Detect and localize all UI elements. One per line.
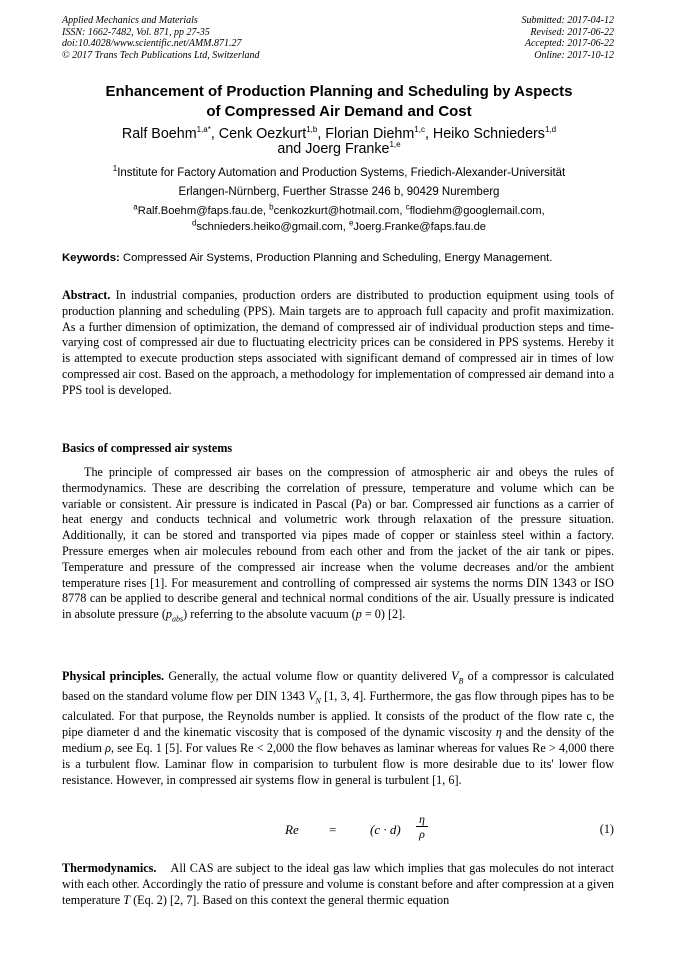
rho-symbol: ρ [105, 741, 112, 756]
physical-text: Generally, the actual volume flow or quantity delivered [168, 669, 452, 683]
vb-subscript: B [458, 676, 464, 686]
author-affil-mark: 1,c [414, 125, 425, 135]
author-name: Florian Diehm [325, 126, 415, 142]
abstract [62, 288, 614, 399]
keywords [62, 251, 618, 265]
basics-text-mid: ) referring to the absolute vacuum ( [183, 607, 356, 622]
p-equals-zero: = 0 [361, 607, 381, 622]
equation-1 [62, 812, 614, 848]
physical-text: and the density of the medium [62, 725, 615, 756]
email-address[interactable]: Ralf.Boehm@faps.fau.de, [137, 205, 267, 217]
title-line-1: Enhancement of Production Planning and Scheduling by Aspects [105, 83, 573, 100]
affiliation-line-1: Institute for Factory Automation and Production Systems, Friedich-Alexander-Universität [117, 167, 566, 179]
author-list: Ralf Boehm$^{1,a*}$, Cenk Oezkurt$^{1,b}$, Florian Diehm$^{1,c}$, Heiko Schnieders$^{1,d}$ and Joerg Franke$^{1,e}$ [121, 125, 557, 157]
physical-text: [1, 3, 4]. Furthermore, the gas flow through pipes has to be calculated. For that purpose, the Reynolds number is applied. It consists of the product of the flow rate c, the pipe diameter d and the kinematic viscosity that is composed of the dynamic viscosity [62, 689, 615, 740]
section-heading: Basics of compressed air systems [62, 441, 233, 455]
email-mark: a [133, 202, 138, 212]
fraction-numerator: η [419, 812, 425, 826]
p-abs-symbol: p [165, 607, 172, 622]
abstract-text: In industrial companies, production orders are distributed to production equipment using tools of production planning and scheduling (PPS). Main targets are to approach full capacity and profit maximization. As a further dimension of optimization, the demand of compressed air of individual production steps and time-varying cost of compressed air due to fluctuating electricity prices can be considered in PPS systems. Hereby it is attempted to execute production steps associated with significant demand of compressed air in times of low compressed air cost. Based on the approach, a methodology for implementation of compressed air demand into a PPS tool is developed. [62, 288, 614, 397]
author-emails [60, 204, 618, 235]
vn-symbol: V [308, 689, 316, 704]
submitted-date: Submitted: 2017-04-12 [521, 15, 614, 26]
physical-principles-paragraph [62, 669, 614, 788]
journal-info [62, 15, 260, 61]
equation-term: (c · d) [370, 822, 401, 837]
thermo-text: All CAS are subject to the ideal gas law which implies that gas molecules do not interact with each other. Accordingly the ratio of pressure and volume is constant before and after compression at a given temperature [62, 861, 614, 907]
author-name: Cenk Oezkurt [218, 126, 307, 142]
email-address[interactable]: Joerg.Franke@faps.fau.de [353, 220, 487, 233]
author-name: Ralf Boehm [121, 126, 197, 142]
author-name: Joerg Franke [305, 141, 390, 157]
email-address[interactable]: cenkozkurt@hotmail.com, [273, 205, 403, 217]
author-affil-mark: 1,e [389, 140, 401, 150]
thermo-label: Thermodynamics. [62, 861, 157, 875]
eta-symbol: η [495, 725, 502, 740]
author-affil-mark: 1,a* [196, 125, 211, 135]
basics-text: The principle of compressed air bases on the compression of atmospheric air and obeys the rules of thermodynamics. These are describing the correlation of pressure, temperature and volume which can be variable or consistent. Air pressure is indicated in Pascal (Pa) or bar. Compressed air functions as a carrier of heat energy and conducts technical and volumetric work through relaxation of the pressure situation. Additionally, it can be stored and transported via pipes made of copper or stainless steel within a factory. Pressure emerges when air molecules rebound from each other and from the jacket of the air tank or pipes. Temperature and pressure of the compressed air increase when the volume decreases and/or the ambient temperature rises [1]. For measurement and controlling of compressed air systems the norms DIN 1343 or ISO 8778 can be applied to describe general and technical normal conditions of the air. Usually pressure is indicated in absolute pressure ( [62, 465, 614, 622]
p-abs-subscript: abs [172, 614, 184, 624]
paper-title [60, 82, 618, 122]
physical-text: , see Eq. 1 [5]. For values Re < 2,000 the flow behaves as laminar whereas for values Re > 4,000 there is a turbulent flow. Laminar flow in comparision to turbulent flow is more desirable due to its' lower flow resistance. However, in compressed air systems flow in general is turbulent [1, 6]. [62, 741, 614, 787]
author-affil-mark: 1,b [306, 125, 318, 135]
equation-number: (1) [599, 822, 614, 836]
online-date: Online: 2017-10-12 [534, 49, 614, 61]
email-mark: b [269, 202, 274, 212]
thermo-text: (Eq. 2) [2, 7]. Based on this context the general thermic equation [130, 892, 450, 907]
basics-text-end: ) [2]. [380, 607, 406, 622]
physical-text: of a compressor is calculated based on the standard volume flow per DIN 1343 [62, 669, 614, 704]
title-line-2: of Compressed Air Demand and Cost [206, 103, 472, 120]
email-address[interactable]: flodiehm@googlemail.com, [409, 205, 545, 217]
doi-line: doi:10.4028/www.scientific.net/AMM.871.27 [62, 38, 242, 49]
physical-label: Physical principles. [62, 669, 165, 683]
temperature-symbol: T [123, 892, 131, 907]
author-name: Heiko Schnieders [432, 126, 545, 142]
fraction-denominator: ρ [419, 827, 425, 841]
revised-date: Revised: 2017-06-22 [530, 26, 614, 38]
equation-fraction [416, 812, 428, 841]
keywords-text: Compressed Air Systems, Production Planning and Scheduling, Energy Management. [122, 252, 553, 264]
author-affil-mark: 1,d [544, 125, 557, 135]
p-symbol: p [355, 607, 362, 622]
vb-symbol: V [451, 669, 459, 683]
vn-subscript: N [315, 696, 321, 706]
affiliation-line-2: Erlangen-Nürnberg, Fuerther Strasse 246 b, 90429 Nuremberg [178, 186, 500, 198]
email-mark: e [348, 217, 354, 227]
copyright-line: © 2017 Trans Tech Publications Ltd, Switzerland [62, 49, 260, 61]
issn-line: ISSN: 1662-7482, Vol. 871, pp 27-35 [62, 26, 210, 38]
equation-lhs: Re [285, 822, 299, 837]
affiliation [60, 164, 618, 202]
journal-name: Applied Mechanics and Materials [62, 15, 198, 26]
keywords-label: Keywords: [62, 252, 120, 264]
abstract-label: Abstract. [62, 288, 111, 302]
email-mark: c [405, 202, 410, 212]
accepted-date: Accepted: 2017-06-22 [524, 38, 614, 49]
email-address[interactable]: schnieders.heiko@gmail.com, [196, 220, 346, 233]
basics-paragraph [62, 465, 614, 627]
affiliation-mark: 1 [112, 164, 118, 174]
publication-dates [522, 15, 615, 61]
equation-operator: = [329, 822, 337, 837]
email-mark: d [191, 217, 197, 227]
thermodynamics-paragraph [62, 861, 614, 908]
